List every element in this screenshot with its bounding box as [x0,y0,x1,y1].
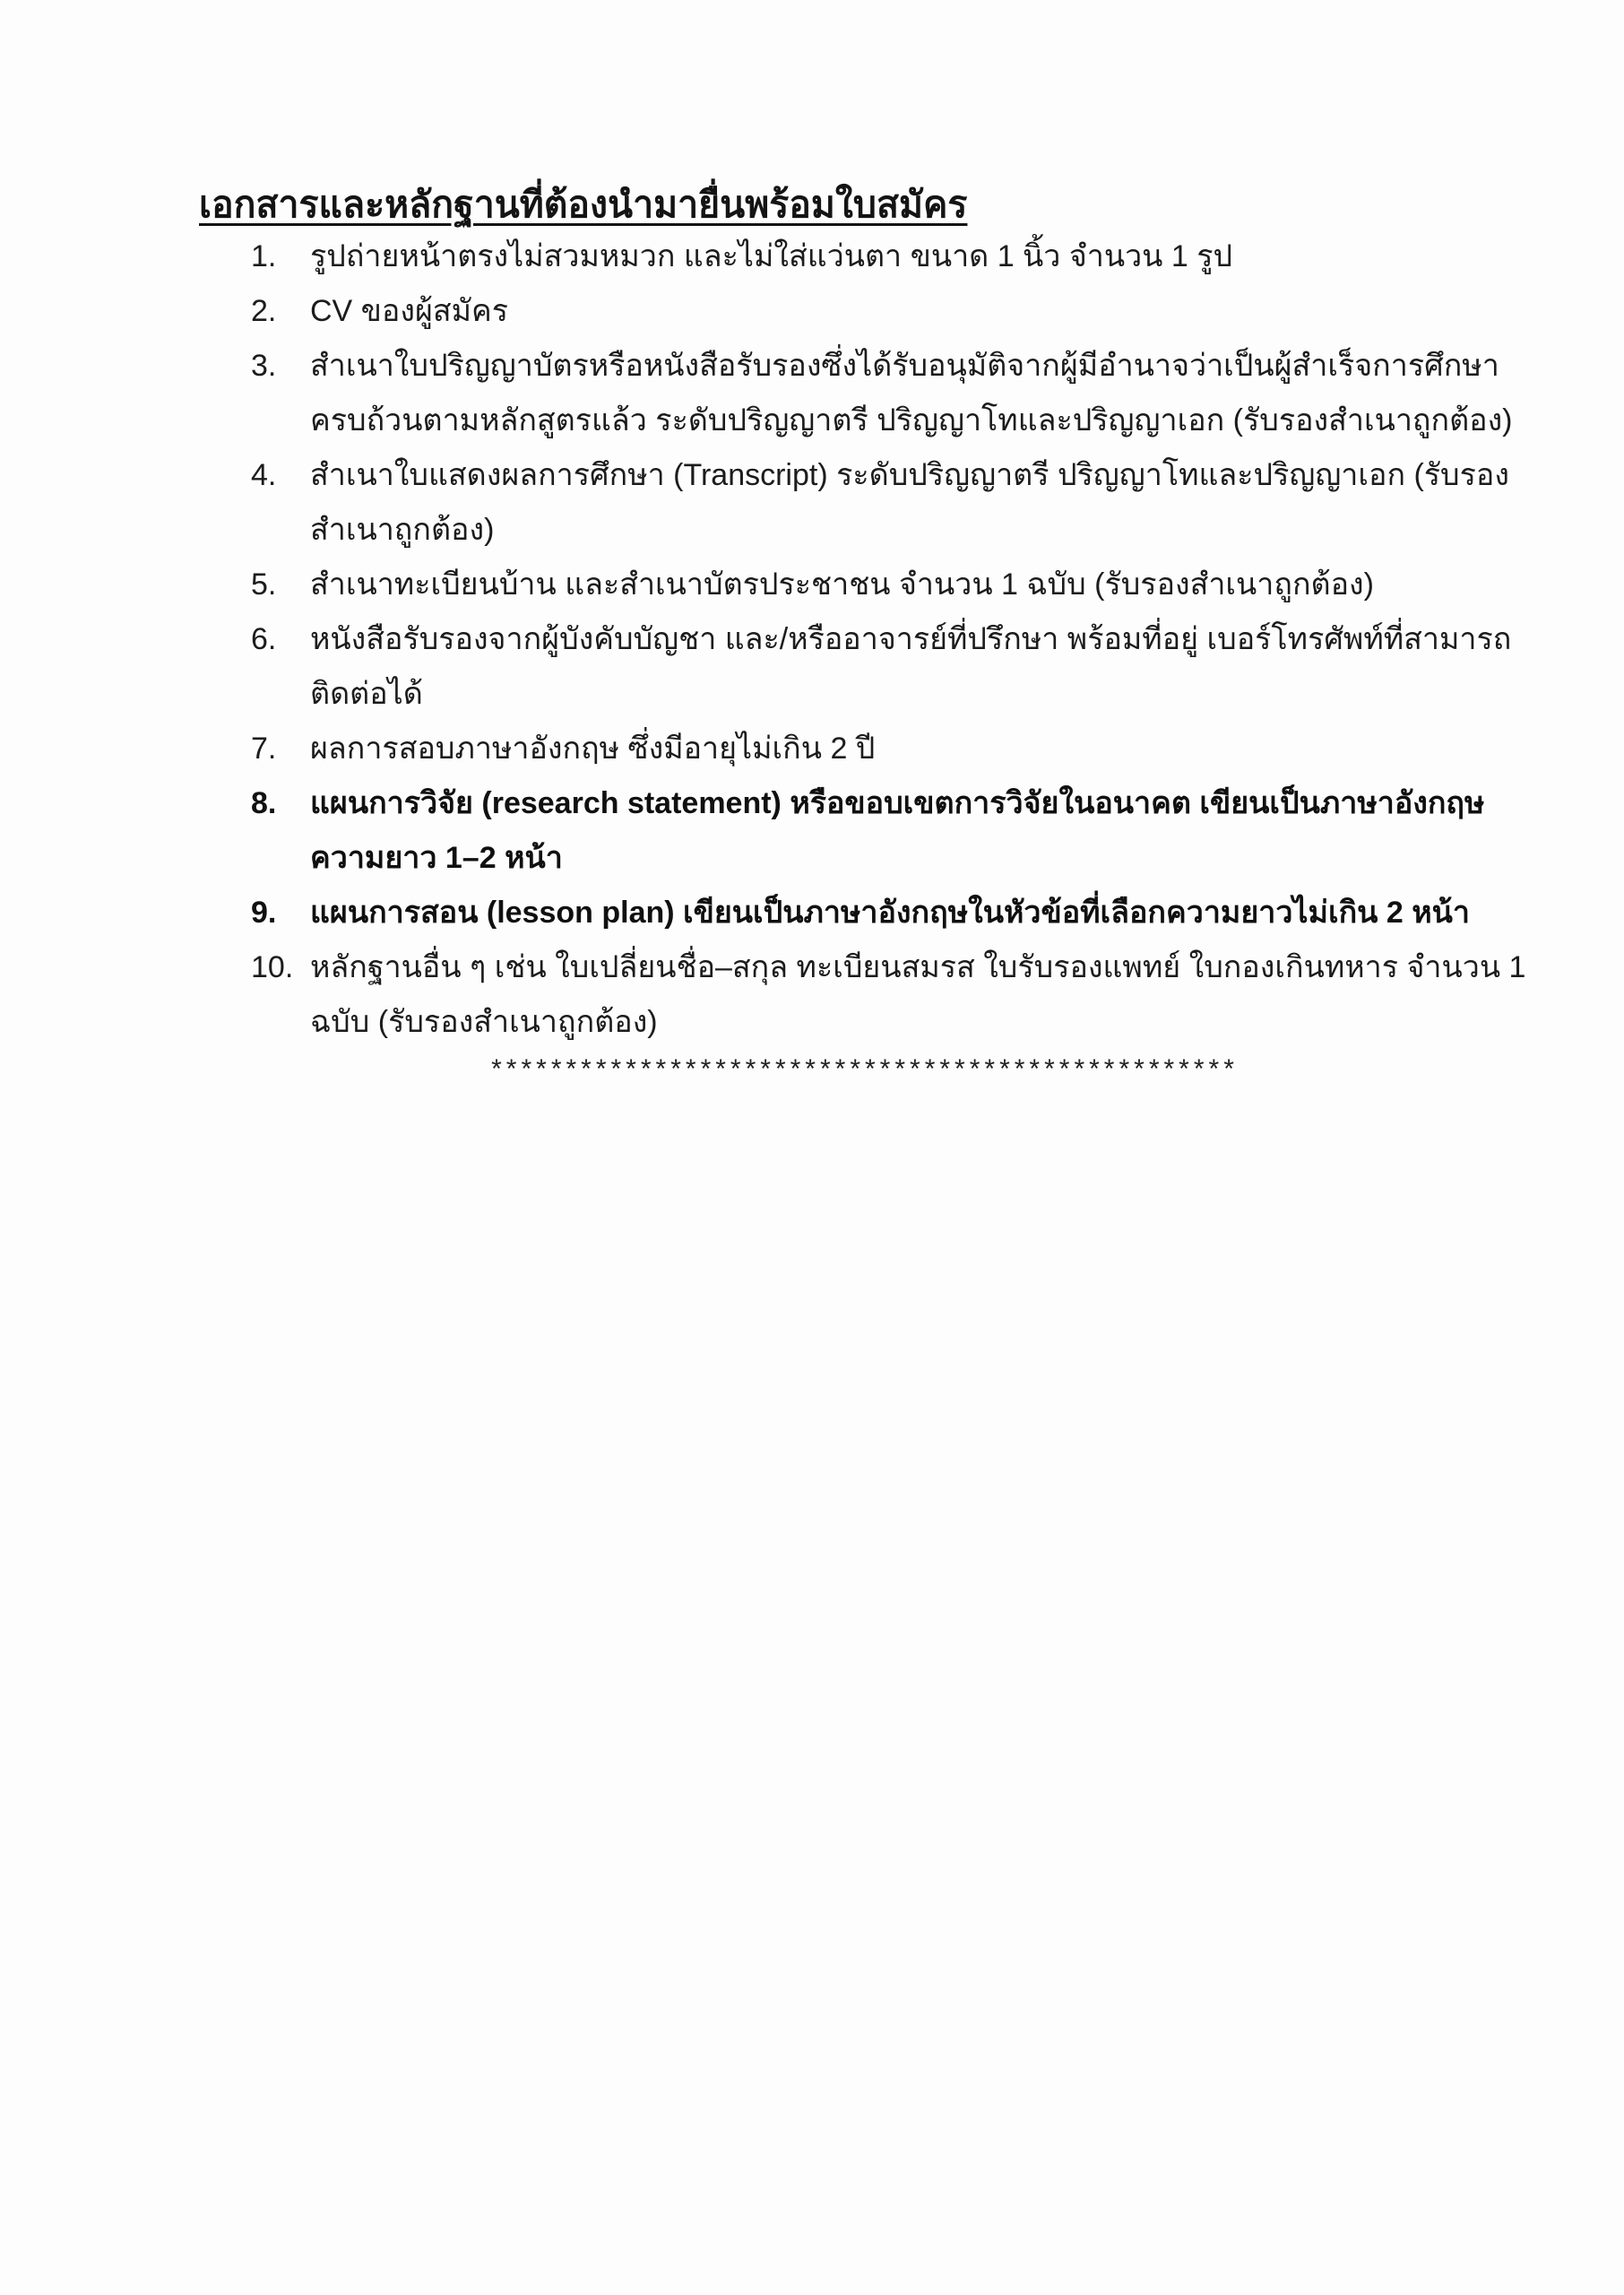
list-item-number: 7. [251,732,277,766]
list-item-line [251,943,1526,998]
list-item-line [251,779,1506,834]
list-item-number: 3. [251,349,277,383]
list-item-text: สำเนาใบแสดงผลการศึกษา (Transcript) ระดับปริญญาตรี ปริญญาโทและปริญญาเอก (รับรอง [310,458,1509,492]
list-item-text: ติดต่อได้ [310,677,423,711]
list-item-number: 4. [251,458,277,492]
list-item-line [251,615,1512,670]
list-item-text: สำเนาถูกต้อง) [310,513,495,547]
list-item-text: สำเนาใบปริญญาบัตรหรือหนังสือรับรองซึ่งได้รับอนุมัติจากผู้มีอำนาจว่าเป็นผู้สำเร็จการศึกษา [310,349,1499,383]
list-item-number: 9. [251,896,277,930]
list-item-number: 5. [251,567,277,602]
list-item-line [251,670,1506,724]
list-item-line [251,451,1509,506]
list-item-text: สำเนาทะเบียนบ้าน และสำเนาบัตรประชาชน จำนวน 1 ฉบับ (รับรองสำเนาถูกต้อง) [310,567,1374,602]
list-item-line [251,287,1506,342]
document-title: เอกสารและหลักฐานที่ต้องนำมายื่นพร้อมใบสมัคร [199,184,968,225]
list-item-number: 6. [251,622,277,656]
list-item-text: ความยาว 1–2 หน้า [310,841,563,875]
list-item-line [251,998,1506,1052]
list-item-number: 1. [251,239,277,273]
asterisk-separator: ************************************************** [491,1054,1239,1084]
list-item-text: CV ของผู้สมัคร [310,294,509,328]
list-item-number: 2. [251,294,277,328]
list-item-text: ผลการสอบภาษาอังกฤษ ซึ่งมีอายุไม่เกิน 2 ปี [310,732,876,766]
list-item-text: ครบถ้วนตามหลักสูตรแล้ว ระดับปริญญาตรี ปริญญาโทและปริญญาเอก (รับรองสำเนาถูกต้อง) [310,403,1513,437]
list-item-line [251,834,1506,888]
list-item-line [251,560,1506,615]
list-item-text: ฉบับ (รับรองสำเนาถูกต้อง) [310,1005,658,1039]
list-item-number: 10. [251,950,294,984]
list-item-line [251,232,1506,287]
list-item-line [251,724,1506,779]
list-item-text: หลักฐานอื่น ๆ เช่น ใบเปลี่ยนชื่อ–สกุล ทะเบียนสมรส ใบรับรองแพทย์ ใบกองเกินทหาร จำนวน 1 [310,950,1526,984]
list-item-line [251,342,1506,396]
list-item-text: แผนการวิจัย (research statement) หรือขอบเขตการวิจัยในอนาคต เขียนเป็นภาษาอังกฤษ [310,786,1485,820]
list-item-line [251,888,1506,943]
list-item-text: รูปถ่ายหน้าตรงไม่สวมหมวก และไม่ใส่แว่นตา ขนาด 1 นิ้ว จำนวน 1 รูป [310,239,1233,273]
required-documents-list [251,232,1526,1052]
list-item-text: แผนการสอน (lesson plan) เขียนเป็นภาษาอังกฤษในหัวข้อที่เลือกความยาวไม่เกิน 2 หน้า [310,896,1470,930]
list-item-line [251,396,1513,451]
list-item-line [251,506,1506,560]
list-item-number: 8. [251,786,277,820]
list-item-text: หนังสือรับรองจากผู้บังคับบัญชา และ/หรืออาจารย์ที่ปรึกษา พร้อมที่อยู่ เบอร์โทรศัพท์ที่สามารถ [310,622,1512,656]
